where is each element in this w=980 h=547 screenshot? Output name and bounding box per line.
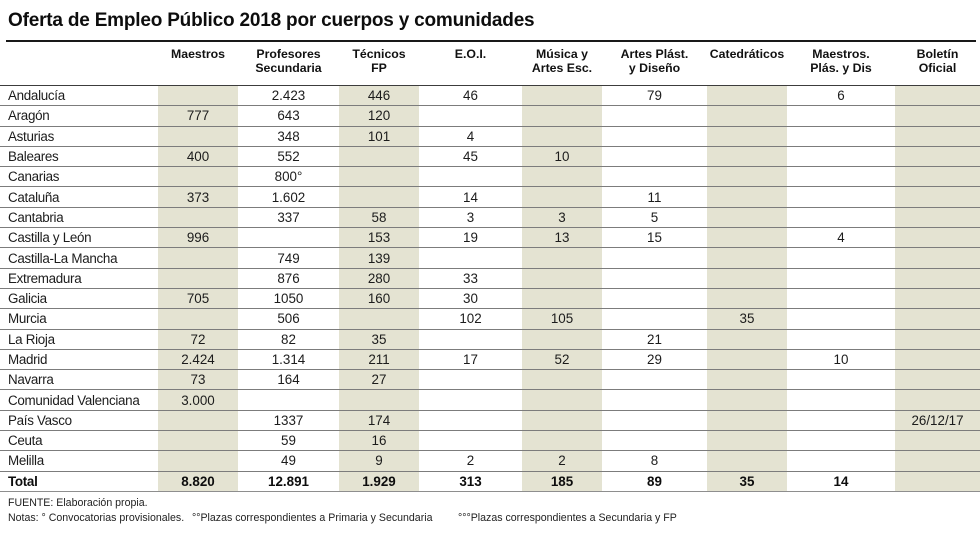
table-row (0, 106, 980, 126)
table-row (0, 309, 980, 329)
row-label: Galicia (0, 288, 158, 308)
table-cell: 506 (238, 309, 339, 329)
table-cell (895, 146, 980, 166)
table-cell (158, 207, 238, 227)
table-cell (707, 390, 787, 410)
table-row (0, 167, 980, 187)
table-cell: 400 (158, 146, 238, 166)
table-cell: 643 (238, 106, 339, 126)
table-row (0, 126, 980, 146)
table-cell: 185 (522, 471, 602, 491)
table-cell: 29 (602, 349, 707, 369)
table-cell (522, 268, 602, 288)
table-cell (707, 167, 787, 187)
table-cell: 280 (339, 268, 419, 288)
table-cell (602, 126, 707, 146)
table-cell (602, 431, 707, 451)
table-cell (419, 370, 522, 390)
table-cell (787, 329, 895, 349)
header-row (0, 42, 980, 86)
table-cell: 46 (419, 86, 522, 106)
table-cell (707, 187, 787, 207)
table-cell: 9 (339, 451, 419, 471)
table-cell: 52 (522, 349, 602, 369)
table-row (0, 349, 980, 369)
table-cell: 373 (158, 187, 238, 207)
row-label: Aragón (0, 106, 158, 126)
column-header: Música y Artes Esc. (522, 42, 602, 86)
table-cell (895, 167, 980, 187)
table-cell (787, 106, 895, 126)
table-cell: 72 (158, 329, 238, 349)
table-cell (419, 248, 522, 268)
table-row (0, 370, 980, 390)
table-cell (895, 309, 980, 329)
row-label: Canarias (0, 167, 158, 187)
table-cell (895, 349, 980, 369)
table-cell: 705 (158, 288, 238, 308)
table-cell: 1.602 (238, 187, 339, 207)
row-label: Extremadura (0, 268, 158, 288)
column-header: Profesores Secundaria (238, 42, 339, 86)
data-table (0, 42, 980, 492)
table-cell: 153 (339, 228, 419, 248)
table-row (0, 390, 980, 410)
table-cell (787, 207, 895, 227)
table-cell: 876 (238, 268, 339, 288)
table-row (0, 329, 980, 349)
table-cell (787, 248, 895, 268)
row-label: Andalucía (0, 86, 158, 106)
table-cell: 174 (339, 410, 419, 430)
table-cell: 337 (238, 207, 339, 227)
table-cell (419, 410, 522, 430)
table-cell: 2.423 (238, 86, 339, 106)
table-cell (787, 410, 895, 430)
row-label: Cataluña (0, 187, 158, 207)
table-cell (522, 431, 602, 451)
table-cell: 6 (787, 86, 895, 106)
table-row (0, 288, 980, 308)
table-cell: 1050 (238, 288, 339, 308)
table-cell (158, 86, 238, 106)
table-cell (522, 248, 602, 268)
table-cell (602, 106, 707, 126)
table-row (0, 410, 980, 430)
table-cell: 45 (419, 146, 522, 166)
table-cell: 15 (602, 228, 707, 248)
row-label: Madrid (0, 349, 158, 369)
table-cell (522, 86, 602, 106)
column-header: Maestros. Plás. y Dis (787, 42, 895, 86)
table-cell (787, 431, 895, 451)
table-cell: 59 (238, 431, 339, 451)
table-cell: 4 (787, 228, 895, 248)
row-label: Asturias (0, 126, 158, 146)
table-cell (238, 228, 339, 248)
table-cell: 552 (238, 146, 339, 166)
table-cell: 11 (602, 187, 707, 207)
table-cell: 33 (419, 268, 522, 288)
column-header: Catedráticos (707, 42, 787, 86)
table-cell: 73 (158, 370, 238, 390)
column-header: Boletín Oficial (895, 42, 980, 86)
table-cell (339, 309, 419, 329)
table-cell: 30 (419, 288, 522, 308)
table-cell (158, 451, 238, 471)
row-label: Murcia (0, 309, 158, 329)
table-cell (602, 268, 707, 288)
table-cell (895, 126, 980, 146)
table-cell: 13 (522, 228, 602, 248)
table-cell (602, 146, 707, 166)
table-cell (895, 106, 980, 126)
row-label: Melilla (0, 451, 158, 471)
table-cell (707, 248, 787, 268)
row-label: Ceuta (0, 431, 158, 451)
table-cell (419, 106, 522, 126)
table-row (0, 248, 980, 268)
table-cell: 120 (339, 106, 419, 126)
table-cell: 4 (419, 126, 522, 146)
table-cell (787, 390, 895, 410)
page (0, 10, 980, 547)
table-cell (522, 390, 602, 410)
row-label: Baleares (0, 146, 158, 166)
table-cell: 8 (602, 451, 707, 471)
table-cell (895, 329, 980, 349)
table-cell: 139 (339, 248, 419, 268)
row-label: Navarra (0, 370, 158, 390)
table-cell (895, 248, 980, 268)
table-cell (522, 329, 602, 349)
table-cell (238, 390, 339, 410)
table-cell: 2 (419, 451, 522, 471)
table-cell (522, 370, 602, 390)
row-label: País Vasco (0, 410, 158, 430)
table-cell: 164 (238, 370, 339, 390)
row-label: Total (0, 471, 158, 491)
table-cell (895, 471, 980, 491)
table-cell: 160 (339, 288, 419, 308)
table-row (0, 451, 980, 471)
table-cell (895, 187, 980, 207)
table-cell (787, 167, 895, 187)
table-row (0, 146, 980, 166)
table-cell (895, 268, 980, 288)
row-label: La Rioja (0, 329, 158, 349)
row-label: Castilla-La Mancha (0, 248, 158, 268)
table-cell (707, 207, 787, 227)
table-cell: 17 (419, 349, 522, 369)
table-cell: 10 (787, 349, 895, 369)
table-cell (602, 410, 707, 430)
table-cell (787, 187, 895, 207)
table-cell: 1.929 (339, 471, 419, 491)
table-cell (158, 431, 238, 451)
footer (0, 497, 980, 528)
row-label: Comunidad Valenciana (0, 390, 158, 410)
table-cell: 101 (339, 126, 419, 146)
table-cell (522, 106, 602, 126)
table-cell (787, 126, 895, 146)
table-cell (895, 207, 980, 227)
table-cell: 89 (602, 471, 707, 491)
table-row (0, 207, 980, 227)
table-cell (158, 126, 238, 146)
table-cell (787, 451, 895, 471)
table-cell (707, 431, 787, 451)
table-cell: 79 (602, 86, 707, 106)
row-label: Cantabria (0, 207, 158, 227)
table-cell (707, 349, 787, 369)
table-cell: 749 (238, 248, 339, 268)
column-header: E.O.I. (419, 42, 522, 86)
table-cell: 348 (238, 126, 339, 146)
table-cell: 2 (522, 451, 602, 471)
table-cell (602, 390, 707, 410)
table-cell: 27 (339, 370, 419, 390)
table-cell: 3 (522, 207, 602, 227)
table-cell (895, 288, 980, 308)
table-cell (602, 248, 707, 268)
table-cell (895, 228, 980, 248)
table-cell: 1.314 (238, 349, 339, 369)
table-cell (707, 288, 787, 308)
table-cell (419, 329, 522, 349)
table-cell (707, 126, 787, 146)
table-cell (707, 106, 787, 126)
table-cell (895, 431, 980, 451)
table-cell: 446 (339, 86, 419, 106)
table-cell (522, 288, 602, 308)
table-cell (707, 146, 787, 166)
table-cell: 35 (339, 329, 419, 349)
table-cell: 82 (238, 329, 339, 349)
table-cell: 10 (522, 146, 602, 166)
table-cell: 1337 (238, 410, 339, 430)
column-header: Artes Plást. y Diseño (602, 42, 707, 86)
table-cell (522, 187, 602, 207)
table-row (0, 187, 980, 207)
table-cell: 16 (339, 431, 419, 451)
table-cell: 19 (419, 228, 522, 248)
table-cell: 14 (419, 187, 522, 207)
table-cell (602, 309, 707, 329)
table-cell (602, 288, 707, 308)
table-cell (895, 390, 980, 410)
table-cell: 3.000 (158, 390, 238, 410)
table-cell: 21 (602, 329, 707, 349)
table-cell (522, 167, 602, 187)
table-cell (602, 370, 707, 390)
table-cell: 2.424 (158, 349, 238, 369)
table-cell: 35 (707, 309, 787, 329)
table-cell (707, 370, 787, 390)
table-cell (895, 370, 980, 390)
table-cell (339, 146, 419, 166)
table-cell (419, 390, 522, 410)
table-cell (787, 309, 895, 329)
table-row (0, 431, 980, 451)
table-cell (707, 329, 787, 349)
table-cell (522, 126, 602, 146)
table-row (0, 228, 980, 248)
table-cell: 800° (238, 167, 339, 187)
table-cell: 777 (158, 106, 238, 126)
table-cell: 102 (419, 309, 522, 329)
table-cell: 49 (238, 451, 339, 471)
table-cell (787, 370, 895, 390)
table-cell: 105 (522, 309, 602, 329)
notes-row (0, 512, 980, 528)
table-cell: 12.891 (238, 471, 339, 491)
table-cell (419, 431, 522, 451)
table-cell (158, 248, 238, 268)
table-row (0, 86, 980, 106)
table-cell (158, 167, 238, 187)
row-label: Castilla y León (0, 228, 158, 248)
table-cell: 313 (419, 471, 522, 491)
table-cell (339, 187, 419, 207)
corner-cell (0, 42, 158, 86)
table-cell (602, 167, 707, 187)
table-cell (158, 309, 238, 329)
table-cell (895, 451, 980, 471)
table-cell (787, 268, 895, 288)
table-cell (707, 86, 787, 106)
table-cell (707, 228, 787, 248)
table-cell (787, 288, 895, 308)
chart-title: Oferta de Empleo Público 2018 por cuerpos y comunidades (8, 10, 535, 31)
note-secundaria-fp: °°°Plazas correspondientes a Secundaria y FP (458, 511, 677, 524)
table-cell: 35 (707, 471, 787, 491)
table-cell (158, 410, 238, 430)
table-cell: 58 (339, 207, 419, 227)
source-note: FUENTE: Elaboración propia. (8, 496, 148, 509)
note-provisional: Notas: ° Convocatorias provisionales. (8, 511, 185, 524)
table-cell: 996 (158, 228, 238, 248)
table-cell (707, 451, 787, 471)
table-cell: 26/12/17 (895, 410, 980, 430)
column-header: Técnicos FP (339, 42, 419, 86)
table-cell (707, 410, 787, 430)
table-cell: 3 (419, 207, 522, 227)
table-cell (339, 167, 419, 187)
table-cell: 8.820 (158, 471, 238, 491)
table-cell: 14 (787, 471, 895, 491)
table-cell: 5 (602, 207, 707, 227)
table-row (0, 268, 980, 288)
table-cell (339, 390, 419, 410)
table-cell (895, 86, 980, 106)
table-cell (522, 410, 602, 430)
table-cell (787, 146, 895, 166)
total-row (0, 471, 980, 491)
column-header: Maestros (158, 42, 238, 86)
table-cell (158, 268, 238, 288)
table-cell: 211 (339, 349, 419, 369)
table-cell (707, 268, 787, 288)
table-cell (419, 167, 522, 187)
note-primaria-secundaria: °°Plazas correspondientes a Primaria y Secundaria (192, 511, 433, 524)
